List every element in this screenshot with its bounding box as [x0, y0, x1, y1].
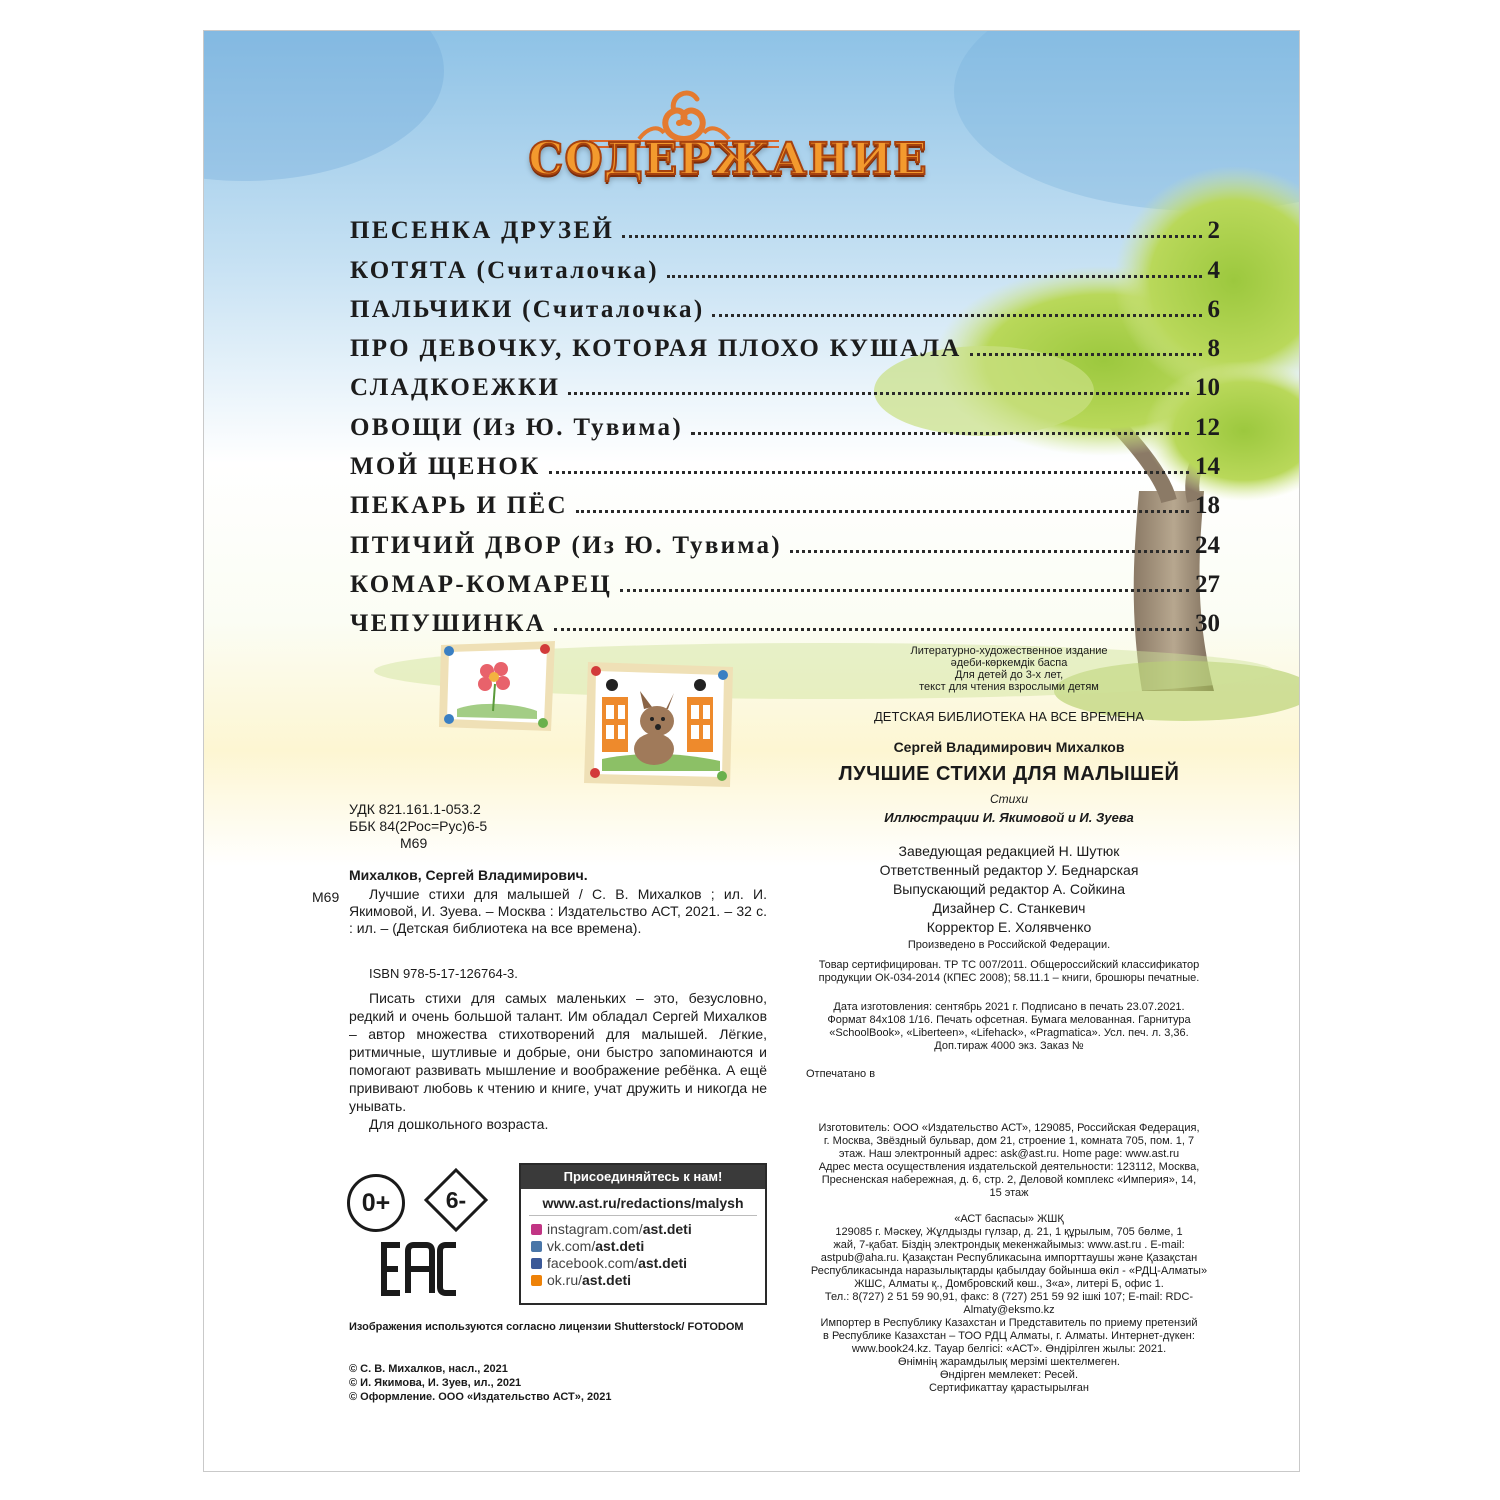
toc-entry [350, 442, 1220, 481]
meta-line: Для детей до 3-х лет, [954, 669, 1064, 681]
udk-line: УДК 821.161.1-053.2 [349, 801, 481, 817]
toc-page-number: 30 [1195, 610, 1220, 638]
kz-line: «АСТ баспасы» ЖШҚ [954, 1213, 1064, 1225]
toc-entry [350, 560, 1220, 599]
toc-page-number: 4 [1207, 256, 1220, 284]
bibliographic-entry: Лучшие стихи для малышей / С. В. Михалков ; ил. И. Якимовой, И. Зуева. – Москва : Издательство АСТ, 2021. – 32 с. : ил. – (Детская библиотека на все времена). [349, 886, 767, 936]
copyright-line: © С. В. Михалков, насл., 2021 [349, 1363, 508, 1375]
toc-page-number: 12 [1195, 413, 1220, 441]
kz-line: Республикасында наразылықтарды қабылдау бойынша өкіл - «РДЦ-Алматы» [810, 1265, 1208, 1277]
kz-line: Almaty@eksmo.kz [963, 1304, 1055, 1316]
toc-page-number: 2 [1207, 217, 1220, 245]
contents-heading: СОДЕРЖАНИЕ [528, 134, 928, 185]
toc-page-number: 10 [1195, 374, 1220, 402]
social-handle: ast.deti [595, 1238, 645, 1254]
udk-block [349, 801, 767, 852]
print-line: Формат 84х108 1/16. Печать офсетная. Бумага мелованная. Гарнитура [827, 1014, 1191, 1026]
manufacturer-line: 15 этаж [989, 1187, 1029, 1199]
imprint-genre: Стихи [989, 792, 1028, 806]
print-line: Дата изготовления: сентябрь 2021 г. Подписано в печать 23.07.2021. [833, 1001, 1185, 1013]
toc-leader [622, 235, 1201, 238]
cert-line: продукции ОК-034-2014 (КПЕС 2008); 58.11.1 – книги, брошюры печатные. [818, 972, 1200, 984]
certification [784, 959, 1234, 985]
staff-line: Выпускающий редактор А. Сойкина [892, 881, 1126, 897]
editorial-staff [784, 842, 1234, 937]
print-line: Доп.тираж 4000 экз. Заказ № [934, 1040, 1084, 1052]
manufacturer-line: Адрес места осуществления издательской деятельности: 123112, Москва, [818, 1161, 1200, 1173]
kz-line: Өндірген мемлекет: Ресей. [939, 1369, 1079, 1381]
toc-leader [667, 275, 1202, 278]
cert-line: Товар сертифицирован. ТР ТС 007/2011. Общероссийский классификатор [818, 959, 1200, 971]
kazakhstan-info [784, 1213, 1234, 1395]
social-host: ok.ru/ [547, 1272, 583, 1288]
eac-mark-icon [380, 1241, 460, 1297]
flower-drawing [437, 639, 559, 734]
social-link[interactable] [531, 1255, 765, 1272]
social-handle: ast.deti [582, 1272, 632, 1288]
social-links-box [519, 1163, 767, 1305]
toc-leader [549, 471, 1189, 474]
print-info [784, 1001, 1234, 1053]
toc-page-number: 24 [1195, 531, 1220, 559]
toc-title: МОЙ ЩЕНОК [350, 453, 541, 481]
staff-line: Ответственный редактор У. Беднарская [879, 862, 1139, 878]
toc-entry [350, 206, 1220, 245]
puppy-drawing [582, 659, 737, 791]
staff-line: Корректор Е. Холявченко [926, 919, 1092, 935]
kz-line: Тел.: 8(727) 2 51 59 90,91, факс: 8 (727) 251 59 92 ішкі 107; E-mail: RDC- [824, 1291, 1194, 1303]
author-sign: М69 [400, 835, 428, 851]
social-host: facebook.com/ [547, 1255, 639, 1271]
toc-title: ОВОЩИ (Из Ю. Тувима) [350, 413, 683, 441]
toc-entry [350, 285, 1220, 324]
social-network-icon [531, 1275, 542, 1286]
annotation-text: Писать стихи для самых маленьких – это, безусловно, редкий и очень большой талант. Им обладал Сергей Михалков – автор множества стихотворений для малышей. Лёгкие, ритмичные, шутливые и добрые, они быстро запоминаются и помогают развивать мышление и воображение ребёнка. А ещё прививают любовь к чтению и книге, учат дружить и никогда не унывать. [349, 990, 767, 1114]
social-handle: ast.deti [642, 1221, 692, 1237]
meta-line: Литературно-художественное издание [910, 645, 1108, 657]
toc-leader [620, 589, 1189, 592]
toc-entry [350, 363, 1220, 402]
print-line: «SchoolBook», «Liberteen», «Lifehack», «Pragmatica». Усл. печ. л. 3,36. [829, 1027, 1189, 1039]
kz-line: Импортер в Республику Казахстан и Представитель по приему претензий [820, 1317, 1198, 1329]
manufacturer-info [784, 1122, 1234, 1200]
toc-title: ПЕКАРЬ И ПЁС [350, 492, 568, 520]
social-link[interactable] [531, 1221, 765, 1238]
social-network-icon [531, 1224, 542, 1235]
age-rating-diamond [423, 1167, 489, 1233]
toc-leader [691, 432, 1189, 435]
social-host: instagram.com/ [547, 1221, 643, 1237]
social-network-icon [531, 1241, 542, 1252]
copyright-line: © И. Якимова, И. Зуев, ил., 2021 [349, 1377, 522, 1389]
toc-leader [970, 353, 1202, 356]
toc-entry [350, 520, 1220, 559]
toc-entry [350, 402, 1220, 441]
bibliographic-code: М69 [312, 889, 340, 905]
table-of-contents [350, 206, 1220, 638]
annotation [349, 989, 767, 1133]
manufacturer-line: г. Москва, Звёздный бульвар, дом 21, строение 1, комната 705, пом. 1, 7 [823, 1135, 1195, 1147]
social-link[interactable] [531, 1238, 765, 1255]
toc-entry [350, 245, 1220, 284]
printed-at: Отпечатано в [806, 1068, 876, 1080]
copyright-line: © Оформление. ООО «Издательство АСТ», 2021 [349, 1391, 612, 1403]
made-in: Произведено в Российской Федерации. [907, 939, 1111, 951]
toc-leader [712, 314, 1201, 317]
social-header: Присоединяйтесь к нам! [521, 1165, 765, 1189]
imprint-book-title: ЛУЧШИЕ СТИХИ ДЛЯ МАЛЫШЕЙ [838, 763, 1180, 785]
age-rating-badge: 0+ [347, 1174, 405, 1232]
manufacturer-line: этаж. Наш электронный адрес: ask@ast.ru. Home page: www.ast.ru [838, 1148, 1180, 1160]
toc-entry [350, 324, 1220, 363]
social-link[interactable] [531, 1272, 765, 1289]
toc-page-number: 8 [1207, 335, 1220, 363]
meta-line: әдеби-көркемдік баспа [950, 657, 1068, 669]
kz-line: жай, 7-қабат. Біздің электрондық мекенжайымыз: www.ast.ru . E-mail: [833, 1239, 1185, 1251]
social-network-icon [531, 1258, 542, 1269]
kz-line: Сертификаттау қарастырылған [928, 1382, 1089, 1394]
toc-leader [576, 510, 1189, 513]
edition-meta [784, 645, 1234, 693]
toc-title: ПТИЧИЙ ДВОР (Из Ю. Тувима) [350, 531, 782, 559]
toc-page-number: 27 [1195, 570, 1220, 598]
manufacturer-line: Пресненская набережная, д. 6, стр. 2, Деловой комплекс «Империя», 14, [821, 1174, 1197, 1186]
bbk-line: ББК 84(2Рос=Рус)6-5 [349, 818, 488, 834]
audience-text: Для дошкольного возраста. [369, 1116, 549, 1132]
kz-line: ЖШС, Алматы қ., Домбровский көш., 3«а», литері Б, офис 1. [854, 1278, 1164, 1290]
imprint-illustrators: Иллюстрации И. Якимовой и И. Зуева [884, 810, 1134, 825]
toc-title: СЛАДКОЕЖКИ [350, 374, 561, 402]
series-name: ДЕТСКАЯ БИБЛИОТЕКА НА ВСЕ ВРЕМЕНА [873, 709, 1145, 724]
kz-line: Өнімнің жарамдылық мерзімі шектелмеген. [898, 1356, 1120, 1368]
toc-leader [568, 392, 1189, 395]
staff-line: Дизайнер С. Станкевич [932, 900, 1086, 916]
bibliographic-author: Михалков, Сергей Владимирович. [349, 867, 588, 883]
staff-line: Заведующая редакцией Н. Шутюк [898, 843, 1120, 859]
publisher-site-link[interactable]: www.ast.ru/redactions/malysh [529, 1189, 757, 1216]
image-credits: Изображения используются согласно лицензии Shutterstock/ FOTODOM [349, 1321, 744, 1333]
toc-leader [554, 628, 1189, 631]
toc-title: ПАЛЬЧИКИ (Считалочка) [350, 295, 705, 323]
social-list [531, 1221, 765, 1289]
imprint-author: Сергей Владимирович Михалков [893, 739, 1125, 755]
toc-page-number: 14 [1195, 453, 1220, 481]
manufacturer-line: Изготовитель: ООО «Издательство АСТ», 129085, Российская Федерация, [818, 1122, 1200, 1134]
toc-title: КОМАР-КОМАРЕЦ [350, 570, 613, 598]
social-host: vk.com/ [547, 1238, 596, 1254]
isbn: ISBN 978-5-17-126764-3. [369, 966, 518, 981]
toc-leader [790, 550, 1189, 553]
kz-line: 129085 г. Мәскеу, Жұлдызды гүлзар, д. 21, 1 құрылым, 705 бөлме, 1 [835, 1226, 1183, 1238]
book-page [203, 30, 1300, 1472]
toc-page-number: 6 [1207, 295, 1220, 323]
copyrights [349, 1362, 769, 1404]
meta-line: текст для чтения взрослыми детям [919, 681, 1099, 693]
toc-entry [350, 599, 1220, 638]
toc-entry [350, 481, 1220, 520]
toc-title: ЧЕПУШИНКА [350, 610, 547, 638]
toc-title: ПРО ДЕВОЧКУ, КОТОРАЯ ПЛОХО КУШАЛА [350, 335, 962, 363]
toc-page-number: 18 [1195, 492, 1220, 520]
toc-title: ПЕСЕНКА ДРУЗЕЙ [350, 217, 615, 245]
toc-title: КОТЯТА (Считалочка) [350, 256, 659, 284]
kz-line: в Республике Казахстан – ТОО РДЦ Алматы, г. Алматы. Интернет-дүкен: [823, 1330, 1195, 1342]
age-rating-label: 6- [445, 1187, 467, 1213]
social-handle: ast.deti [638, 1255, 688, 1271]
kz-line: astpub@aha.ru. Қазақстан Республикасына импорттаушы және Қазақстан [820, 1252, 1198, 1264]
kz-line: www.book24.kz. Тауар белгісі: «АСТ». Өндірілген жылы: 2021. [851, 1343, 1167, 1355]
